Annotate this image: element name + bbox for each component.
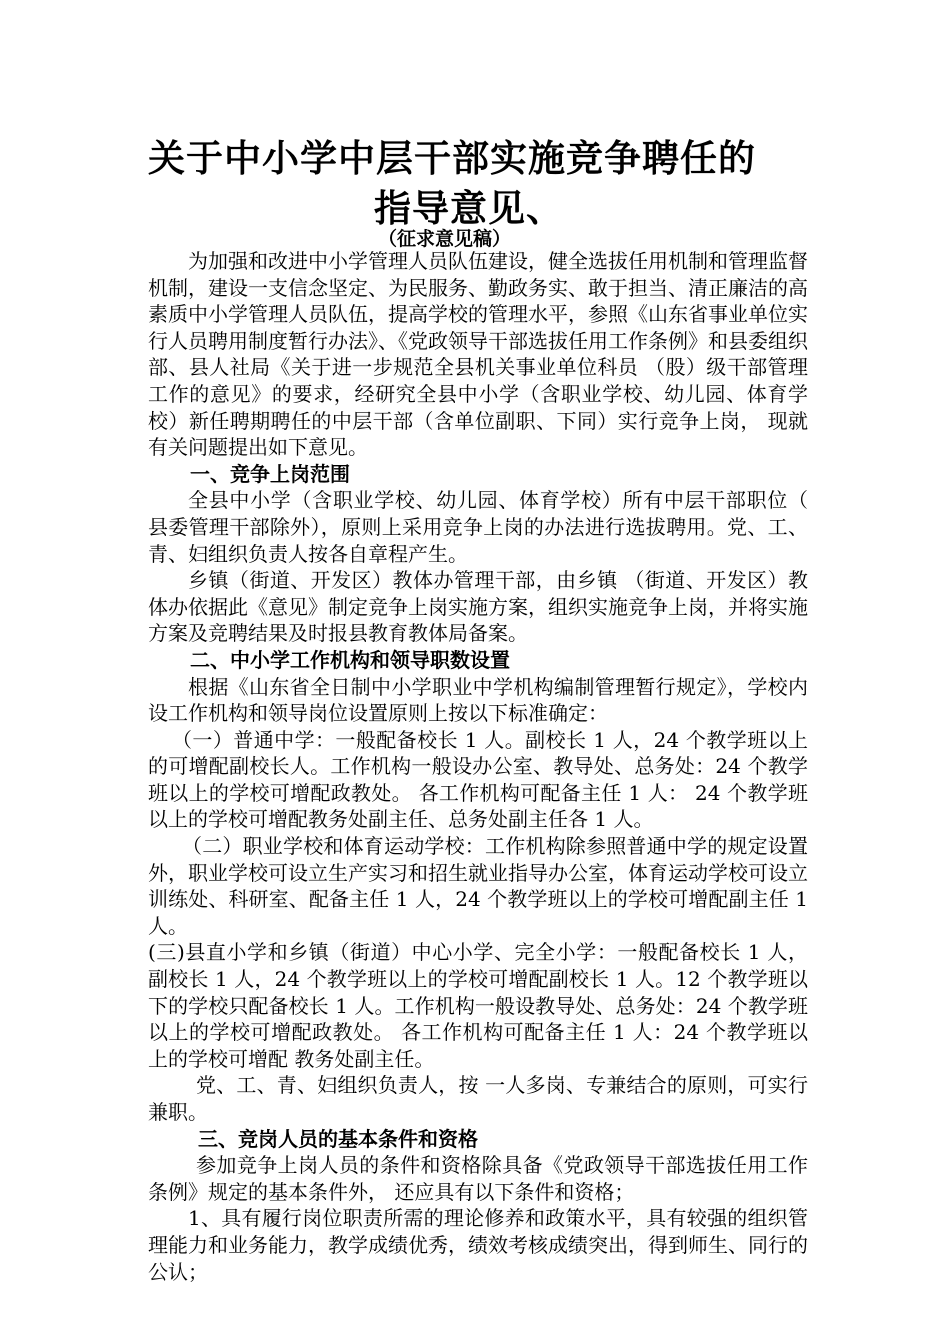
section-1-heading: 一、竞争上岗范围 [190,461,350,486]
document-body [148,248,808,1285]
document-subtitle: （征求意见稿） [378,228,512,250]
section-3-item-1: 1、具有履行岗位职责所需的理论修养和政策水平，具有较强的组织管理能力和业务能力，教学成绩优秀，绩效考核成绩突出，得到师生、同行的公认； [148,1206,808,1284]
section-2-item-1: （一）普通中学：一般配备校长 1 人。副校长 1 人，24 个教学班以上的可增配副校长人。工作机构一般设办公室、教导处、总务处：24 个教学班以上的学校可增配政教处。 各工作机构可配备主任 1 人： 24 个教学班以上的学校可增配教务处副主任、总务处副主任各 1 人。 [148,727,808,832]
section-3-paragraph-1: 参加竞争上岗人员的条件和资格除具备《党政领导干部选拔任用工作条例》规定的基本条件外， 还应具有以下条件和资格； [148,1153,808,1204]
section-2-paragraph-1: 根据《山东省全日制中小学职业中学机构编制管理暂行规定》，学校内设工作机构和领导岗位设置原则上按以下标准确定： [148,674,808,726]
intro-paragraph: 为加强和改进中小学管理人员队伍建设，健全选拔任用机制和管理监督机制，建设一支信念坚定、为民服务、勤政务实、敢于担当、清正廉洁的高素质中小学管理人员队伍，提高学校的管理水平，参照《山东省事业单位实行人员聘用制度暂行办法》、《党政领导干部选拔任用工作条例》和县委组织部、县人社局《关于进一步规范全县机关事业单位科员 （股）级干部管理工作的意见》的要求，经研究全县中小学（含职业学校、幼儿园、体育学校）新任聘期聘任的中层干部（含单位副职、下同）实行竞争上岗， 现就有关问题提出如下意见。 [148,249,808,460]
section-1-paragraph-2: 乡镇（街道、开发区）教体办管理干部，由乡镇 （街道、开发区）教体办依据此《意见》制定竞争上岗实施方案，组织实施竞争上岗，并将实施方案及竞聘结果及时报县教育教体局备案。 [148,568,808,646]
section-2-item-2: （二）职业学校和体育运动学校：工作机构除参照普通中学的规定设置外，职业学校可设立生产实习和招生就业指导办公室，体育运动学校可设立训练处、科研室、配备主任 1 人，24 个教学班以上的学校可增配副主任 1 人。 [148,834,808,938]
section-3-heading: 三、竞岗人员的基本条件和资格 [198,1126,478,1151]
section-2-item-3: (三)县直小学和乡镇（街道）中心小学、完全小学：一般配备校长 1 人，副校长 1 人，24 个教学班以上的学校可增配副校长 1 人。12 个教学班以下的学校只配备校长 1 人。工作机构一般设教导处、总务处：24 个教学班以上的学校可增配政教处。 各工作机构可配备主任 1 人：24 个教学班以上的学校可增配 教务处副主任。 [148,940,808,1071]
document-title-line-2: 指导意见、 [374,187,564,230]
section-1-paragraph-1: 全县中小学（含职业学校、幼儿园、体育学校）所有中层干部职位（ 县委管理干部除外），原则上采用竞争上岗的办法进行选拔聘用。党、工、青、妇组织负责人按各自章程产生。 [148,488,808,566]
section-2-heading: 二、中小学工作机构和领导职数设置 [190,647,510,672]
document-title-line-1: 关于中小学中层干部实施竞争聘任的 [148,137,756,180]
section-2-paragraph-2: 党、工、青、妇组织负责人，按 一人多岗、专兼结合的原则，可实行兼职。 [148,1073,808,1124]
